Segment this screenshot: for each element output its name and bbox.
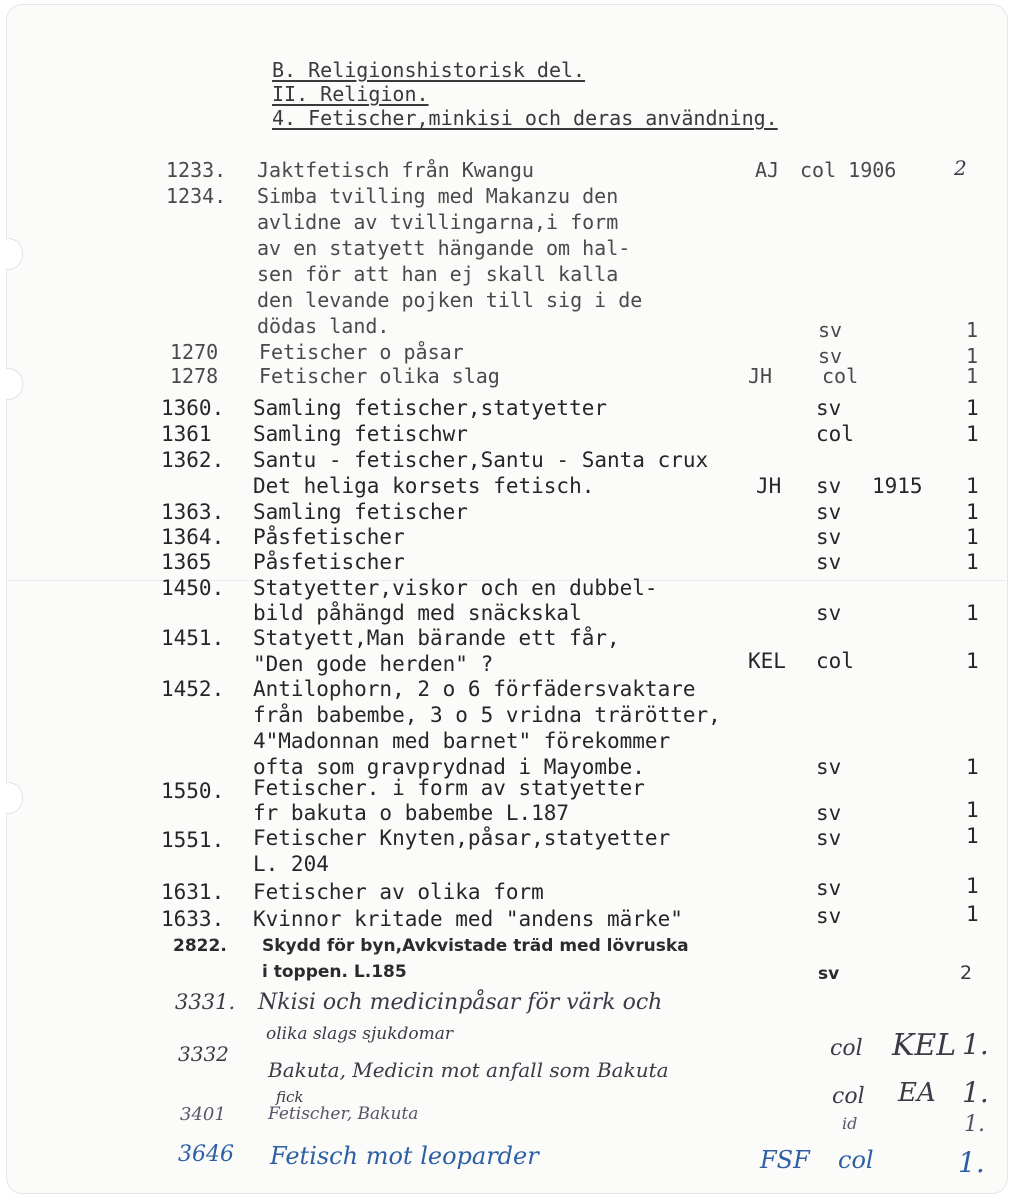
- count: 1: [966, 649, 979, 673]
- entry-text: Påsfetischer: [253, 550, 405, 574]
- entry-number: 1361: [161, 422, 212, 446]
- entry-number: 1451.: [161, 626, 225, 650]
- count: 1: [966, 422, 979, 446]
- entry-text: "Den gode herden" ?: [253, 652, 494, 676]
- collection-mark: sv: [818, 344, 843, 368]
- handwritten-collector: FSF: [760, 1146, 810, 1174]
- entry-number: 1550.: [161, 779, 225, 803]
- handwritten-collection: col: [832, 1084, 865, 1109]
- collection-mark: sv: [816, 550, 842, 574]
- handwritten-text: Fetischer, Bakuta: [268, 1104, 419, 1124]
- count: 1: [966, 874, 979, 898]
- handwritten-number: 3646: [178, 1142, 234, 1167]
- handwritten-collection: col: [830, 1036, 863, 1061]
- entry-text: Antilophorn, 2 o 6 förfädersvaktare: [253, 677, 696, 701]
- handwritten-number: 3401: [180, 1104, 226, 1125]
- entry-text: Fetischer. i form av statyetter: [253, 776, 645, 800]
- entry-text: ofta som gravprydnad i Mayombe.: [253, 755, 645, 779]
- collection-mark: sv: [818, 318, 843, 342]
- entry-text: 4"Madonnan med barnet" förekommer: [253, 729, 671, 753]
- count: 1: [966, 344, 979, 368]
- entry-number: 1631.: [161, 880, 225, 904]
- count: 1: [966, 824, 979, 848]
- entry-text: Fetischer o påsar: [259, 340, 464, 364]
- entry-text: från babembe, 3 o 5 vridna trärötter,: [253, 703, 721, 727]
- entry-text: i toppen. L.185: [262, 962, 407, 982]
- collection-mark: sv: [816, 500, 842, 524]
- entry-text: Samling fetischwr: [253, 422, 468, 446]
- entry-text: Samling fetischer: [253, 500, 468, 524]
- count: 1: [966, 601, 979, 625]
- count: 1: [966, 364, 979, 388]
- entry-text: Skydd för byn,Avkvistade träd med lövruska: [262, 936, 689, 956]
- collection-mark: sv: [818, 964, 840, 984]
- entry-number: 1364.: [161, 525, 225, 549]
- entry-number: 1551.: [161, 828, 225, 852]
- handwritten-collection: id: [842, 1114, 858, 1133]
- entry-number: 1278: [170, 364, 219, 388]
- count: 1: [966, 798, 979, 822]
- collection-mark: sv: [816, 755, 842, 779]
- count: 1: [966, 525, 979, 549]
- handwritten-collection: col: [838, 1146, 874, 1174]
- entry-text: den levande pojken till sig i de: [257, 288, 643, 312]
- collection-mark: col: [822, 364, 859, 388]
- header-subsection: II. Religion.: [272, 82, 429, 106]
- handwritten-text: fick: [276, 1088, 304, 1106]
- collection-mark: col: [816, 649, 854, 673]
- collection-mark: sv: [816, 396, 842, 420]
- count: 1: [966, 500, 979, 524]
- handwritten-text: olika slags sjukdomar: [266, 1024, 453, 1044]
- entry-text: Påsfetischer: [253, 525, 405, 549]
- header-topic: 4. Fetischer,minkisi och deras användning.: [272, 106, 778, 130]
- count: 2: [960, 962, 973, 984]
- entry-text: avlidne av tvillingarna,i form: [257, 210, 619, 234]
- handwritten-text: Nkisi och medicinpåsar för värk och: [258, 990, 663, 1015]
- count: 1: [966, 755, 979, 779]
- count: 1: [966, 550, 979, 574]
- count: 1: [966, 474, 979, 498]
- handwritten-count: 1.: [958, 1146, 985, 1179]
- entry-text: sen för att han ej skall kalla: [257, 262, 619, 286]
- collection-mark: col 1906: [800, 158, 897, 182]
- count: 1: [966, 318, 979, 342]
- handwritten-count: 1.: [962, 1076, 989, 1109]
- entry-number: 1450.: [161, 576, 225, 600]
- entry-text: Fetischer Knyten,påsar,statyetter: [253, 826, 671, 850]
- handwritten-number: 3331.: [175, 990, 236, 1014]
- entry-number: 2822.: [173, 936, 227, 956]
- entry-text: Santu - fetischer,Santu - Santa crux: [253, 448, 709, 472]
- entry-number: 1233.: [166, 158, 227, 182]
- entry-number: 1633.: [161, 907, 225, 931]
- entry-text: Jaktfetisch från Kwangu: [257, 158, 534, 182]
- collection-mark: sv: [816, 826, 842, 850]
- entry-text: Samling fetischer,statyetter: [253, 396, 608, 420]
- collection-mark: sv: [816, 601, 842, 625]
- count: 1: [966, 396, 979, 420]
- collection-mark: sv: [816, 474, 842, 498]
- entry-text: dödas land.: [257, 314, 390, 338]
- handwritten-number: 3332: [178, 1042, 229, 1066]
- entry-number: 1360.: [161, 396, 225, 420]
- handwritten-text: Fetisch mot leoparder: [270, 1142, 539, 1170]
- count: 2: [954, 156, 967, 180]
- collection-mark: col: [816, 422, 854, 446]
- entry-number: 1363.: [161, 500, 225, 524]
- handwritten-count: 1.: [964, 1112, 985, 1137]
- entry-number: 1365: [161, 550, 212, 574]
- handwritten-collector: EA: [898, 1078, 936, 1108]
- entry-text: bild påhängd med snäckskal: [253, 601, 582, 625]
- collection-year: 1915: [872, 474, 923, 498]
- handwritten-text: Bakuta, Medicin mot anfall som Bakuta: [268, 1058, 669, 1082]
- collection-mark: sv: [816, 801, 842, 825]
- collector-initials: JH: [756, 474, 782, 498]
- entry-text: av en statyett hängande om hal-: [257, 236, 631, 260]
- header-section: B. Religionshistorisk del.: [272, 58, 586, 82]
- collection-mark: sv: [816, 525, 842, 549]
- entry-text: Statyett,Man bärande ett får,: [253, 626, 620, 650]
- handwritten-collector: KEL: [892, 1028, 957, 1063]
- collection-mark: sv: [816, 876, 842, 900]
- collector-initials: KEL: [748, 649, 786, 673]
- entry-text: Kvinnor kritade med "andens märke": [253, 907, 683, 931]
- collector-initials: JH: [748, 364, 773, 388]
- entry-number: 1362.: [161, 448, 225, 472]
- entry-text: Statyetter,viskor och en dubbel-: [253, 576, 658, 600]
- collection-mark: sv: [816, 904, 842, 928]
- entry-number: 1452.: [161, 677, 225, 701]
- count: 1: [966, 902, 979, 926]
- entry-number: 1234.: [166, 184, 227, 208]
- entry-text: Fetischer av olika form: [253, 880, 544, 904]
- entry-text: Det heliga korsets fetisch.: [253, 474, 595, 498]
- handwritten-count: 1.: [962, 1028, 989, 1061]
- entry-text: Fetischer olika slag: [259, 364, 500, 388]
- entry-text: Simba tvilling med Makanzu den: [257, 184, 619, 208]
- collector-initials: AJ: [755, 158, 780, 182]
- entry-number: 1270: [170, 340, 219, 364]
- entry-text: fr bakuta o babembe L.187: [253, 801, 570, 825]
- entry-text: L. 204: [253, 852, 329, 876]
